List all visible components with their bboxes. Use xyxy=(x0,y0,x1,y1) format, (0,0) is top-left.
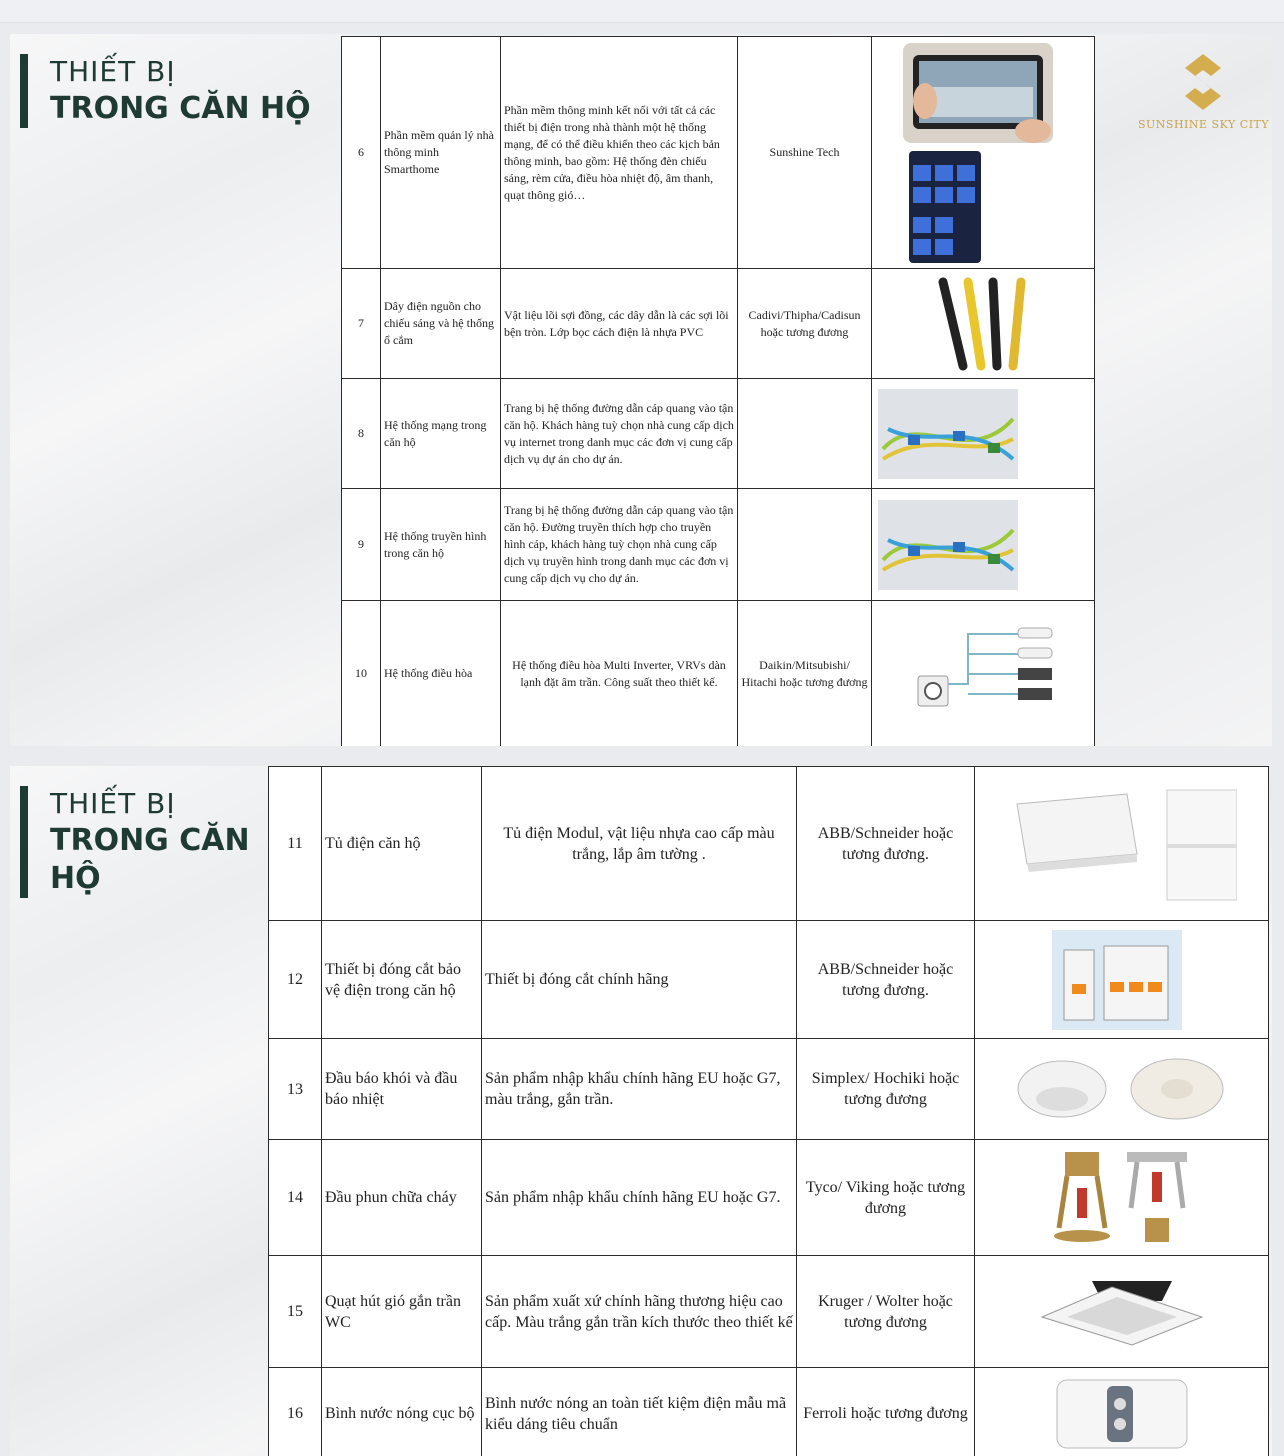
heading-line-1: THIẾT BỊ xyxy=(50,54,311,90)
item-description: Tủ điện Modul, vật liệu nhựa cao cấp màu trắng, lắp âm tường . xyxy=(482,767,797,921)
fire-sprinklers-icon xyxy=(1047,1148,1197,1248)
item-image xyxy=(975,1039,1269,1140)
water-heater-icon xyxy=(1047,1374,1197,1454)
row-number: 16 xyxy=(269,1368,322,1456)
row-number: 11 xyxy=(269,767,322,921)
fiber-optic-cables-icon xyxy=(878,500,1088,590)
item-brand: Simplex/ Hochiki hoặc tương đương xyxy=(797,1039,975,1140)
item-name: Hệ thống truyền hình trong căn hộ xyxy=(381,489,501,601)
table-row xyxy=(269,1256,1269,1368)
item-image xyxy=(872,37,1095,269)
item-brand: Tyco/ Viking hoặc tương đương xyxy=(797,1140,975,1256)
item-brand xyxy=(738,379,872,489)
row-number: 15 xyxy=(269,1256,322,1368)
item-name: Bình nước nóng cục bộ xyxy=(322,1368,482,1456)
table-row xyxy=(342,379,1095,489)
logo-text: SUNSHINE SKY CITY xyxy=(1138,118,1268,131)
heading-line-2: TRONG CĂN HỘ xyxy=(50,822,250,898)
sunshine-logo xyxy=(1138,52,1268,131)
row-number: 10 xyxy=(342,601,381,747)
item-image xyxy=(872,489,1095,601)
item-description: Vật liệu lõi sợi đồng, các dây dẫn là các sợi lõi bện tròn. Lớp bọc cách điện là nhựa PVC xyxy=(501,269,738,379)
table-row xyxy=(342,601,1095,747)
row-number: 8 xyxy=(342,379,381,489)
row-number: 13 xyxy=(269,1039,322,1140)
row-number: 9 xyxy=(342,489,381,601)
item-brand: Sunshine Tech xyxy=(738,37,872,269)
item-name: Quạt hút gió gắn trần WC xyxy=(322,1256,482,1368)
row-number: 14 xyxy=(269,1140,322,1256)
table-row xyxy=(269,767,1269,921)
table-row xyxy=(269,1140,1269,1256)
row-number: 6 xyxy=(342,37,381,269)
item-name: Phần mềm quản lý nhà thông minh Smarthome xyxy=(381,37,501,269)
distribution-box-icon xyxy=(1007,784,1237,904)
table-row xyxy=(342,269,1095,379)
item-image xyxy=(872,379,1095,489)
item-image xyxy=(975,921,1269,1039)
previous-page-edge xyxy=(0,0,1284,23)
item-description: Trang bị hệ thống đường dẫn cáp quang vào tận căn hộ. Đường truyền thích hợp cho truyền hình cáp, khách hàng tuỳ chọn nhà cung cấp dịch vụ truyền hình trong danh mục các đơn vị cung cấp dịch vụ cho dự án. xyxy=(501,489,738,601)
row-number: 7 xyxy=(342,269,381,379)
item-image xyxy=(872,269,1095,379)
item-name: Đầu báo khói và đầu báo nhiệt xyxy=(322,1039,482,1140)
item-description: Sản phẩm nhập khẩu chính hãng EU hoặc G7, màu trắng, gắn trần. xyxy=(482,1039,797,1140)
tablet-and-phone-app-icon xyxy=(883,41,1083,265)
item-brand: ABB/Schneider hoặc tương đương. xyxy=(797,767,975,921)
item-name: Hệ thống điều hòa xyxy=(381,601,501,747)
power-cables-icon xyxy=(923,274,1043,374)
equipment-table-2 xyxy=(268,766,1269,1456)
item-image xyxy=(872,601,1095,747)
row-number: 12 xyxy=(269,921,322,1039)
item-description: Sản phẩm xuất xứ chính hãng thương hiệu cao cấp. Màu trắng gắn trần kích thước theo thiết kế xyxy=(482,1256,797,1368)
sunshine-logo-icon xyxy=(1181,52,1225,116)
item-name: Hệ thống mạng trong căn hộ xyxy=(381,379,501,489)
heading-line-1: THIẾT BỊ xyxy=(50,786,250,822)
item-brand: Kruger / Wolter hoặc tương đương xyxy=(797,1256,975,1368)
table-row xyxy=(269,921,1269,1039)
item-image xyxy=(975,1368,1269,1456)
slide-1 xyxy=(10,34,1272,746)
table-row xyxy=(342,489,1095,601)
table-row xyxy=(269,1368,1269,1456)
ceiling-exhaust-fan-icon xyxy=(1032,1277,1212,1347)
heading-line-2: TRONG CĂN HỘ xyxy=(50,90,311,128)
table-row xyxy=(269,1039,1269,1140)
item-image xyxy=(975,1140,1269,1256)
item-name: Thiết bị đóng cắt bảo vệ điện trong căn hộ xyxy=(322,921,482,1039)
item-brand: Daikin/Mitsubishi/ Hitachi hoặc tương đương xyxy=(738,601,872,747)
item-description: Bình nước nóng an toàn tiết kiệm điện mẫu mã kiểu dáng tiêu chuẩn xyxy=(482,1368,797,1456)
smoke-heat-detectors-icon xyxy=(1012,1049,1232,1129)
item-name: Tủ điện căn hộ xyxy=(322,767,482,921)
item-image xyxy=(975,1256,1269,1368)
item-image xyxy=(975,767,1269,921)
item-description: Thiết bị đóng cắt chính hãng xyxy=(482,921,797,1039)
slide-2 xyxy=(10,766,1272,1456)
item-brand: Cadivi/Thipha/Cadisun hoặc tương đương xyxy=(738,269,872,379)
slide-2-heading xyxy=(20,786,250,898)
fiber-optic-cables-icon xyxy=(878,389,1088,479)
equipment-table-1 xyxy=(341,36,1095,746)
item-brand: Ferroli hoặc tương đương xyxy=(797,1368,975,1456)
slide-1-heading xyxy=(20,54,311,128)
item-brand: ABB/Schneider hoặc tương đương. xyxy=(797,921,975,1039)
item-brand xyxy=(738,489,872,601)
vrv-air-conditioning-icon xyxy=(908,624,1058,724)
item-description: Hệ thống điều hòa Multi Inverter, VRVs dàn lạnh đặt âm trần. Công suất theo thiết kế. xyxy=(501,601,738,747)
item-name: Dây điện nguồn cho chiếu sáng và hệ thống ổ cắm xyxy=(381,269,501,379)
item-description: Sản phẩm nhập khẩu chính hãng EU hoặc G7. xyxy=(482,1140,797,1256)
table-row xyxy=(342,37,1095,269)
circuit-breakers-icon xyxy=(1052,930,1192,1030)
item-name: Đầu phun chữa cháy xyxy=(322,1140,482,1256)
item-description: Phần mềm thông minh kết nối với tất cả các thiết bị điện trong nhà thành một hệ thống mạng, để có thể điều khiển theo các kịch bản thông minh, bao gồm: Hệ thống đèn chiếu sáng, rèm cửa, điều hòa nhiệt độ, âm thanh, quạt thông gió… xyxy=(501,37,738,269)
item-description: Trang bị hệ thống đường dẫn cáp quang vào tận căn hộ. Khách hàng tuỳ chọn nhà cung cấp dịch vụ internet trong danh mục các đơn vị cung cấp dịch vụ dự án cho dự án. xyxy=(501,379,738,489)
